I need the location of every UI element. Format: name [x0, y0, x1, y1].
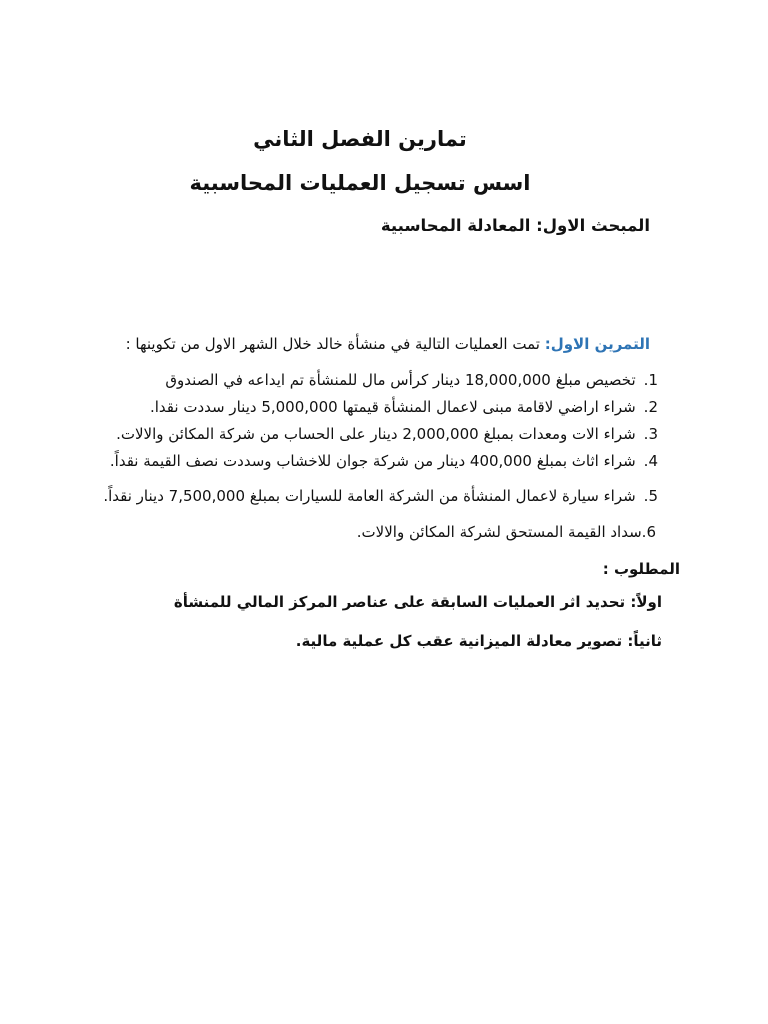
list-item — [150, 398, 658, 416]
list-item-text: سداد القيمة المستحق لشركة المكائن والالات. — [356, 523, 642, 541]
list-item — [110, 452, 658, 470]
exercise-intro — [126, 335, 650, 353]
list-item-text: تخصيص مبلغ 18,000,000 دينار كرأس مال للمنشأة تم ايداعه في الصندوق — [165, 371, 636, 389]
list-item — [103, 487, 658, 505]
list-item — [116, 425, 658, 443]
exercise-intro-text: تمت العمليات التالية في منشأة خالد خلال الشهر الاول من تكوينها : — [125, 335, 545, 353]
list-item-text: شراء اثاث بمبلغ 400,000 دينار من شركة جوان للاخشاب وسددت نصف القيمة نقداً. — [109, 452, 636, 470]
list-item-number: 6. — [641, 523, 656, 541]
list-item-number: 3. — [643, 425, 658, 443]
exercise-label: التمرين الاول: — [544, 335, 650, 353]
list-item-number: 1. — [643, 371, 658, 389]
list-item-number: 4. — [643, 452, 658, 470]
list-item-text: شراء الات ومعدات بمبلغ 2,000,000 دينار على الحساب من شركة المكائن والالات. — [116, 425, 636, 443]
page-title: تمارين الفصل الثاني — [253, 127, 467, 151]
list-item — [165, 371, 658, 389]
list-item-number: 2. — [643, 398, 658, 416]
list-item — [357, 523, 656, 541]
required-label: المطلوب : — [602, 560, 680, 578]
required-item: اولاً: تحديد اثر العمليات السابقة على عناصر المركز المالي للمنشأة — [173, 593, 662, 611]
required-item: ثانياً: تصوير معادلة الميزانية عقب كل عملية مالية. — [295, 632, 662, 650]
list-item-number: 5. — [643, 487, 658, 505]
list-item-text: شراء اراضي لاقامة مبنى لاعمال المنشأة قيمتها 5,000,000 دينار سددت نقدا. — [150, 398, 636, 416]
list-item-text: شراء سيارة لاعمال المنشأة من الشركة العامة للسيارات بمبلغ 7,500,000 دينار نقداً. — [103, 487, 636, 505]
page-subtitle: اسس تسجيل العمليات المحاسبية — [189, 171, 531, 195]
section-title: المبحث الاول: المعادلة المحاسبية — [380, 216, 650, 235]
